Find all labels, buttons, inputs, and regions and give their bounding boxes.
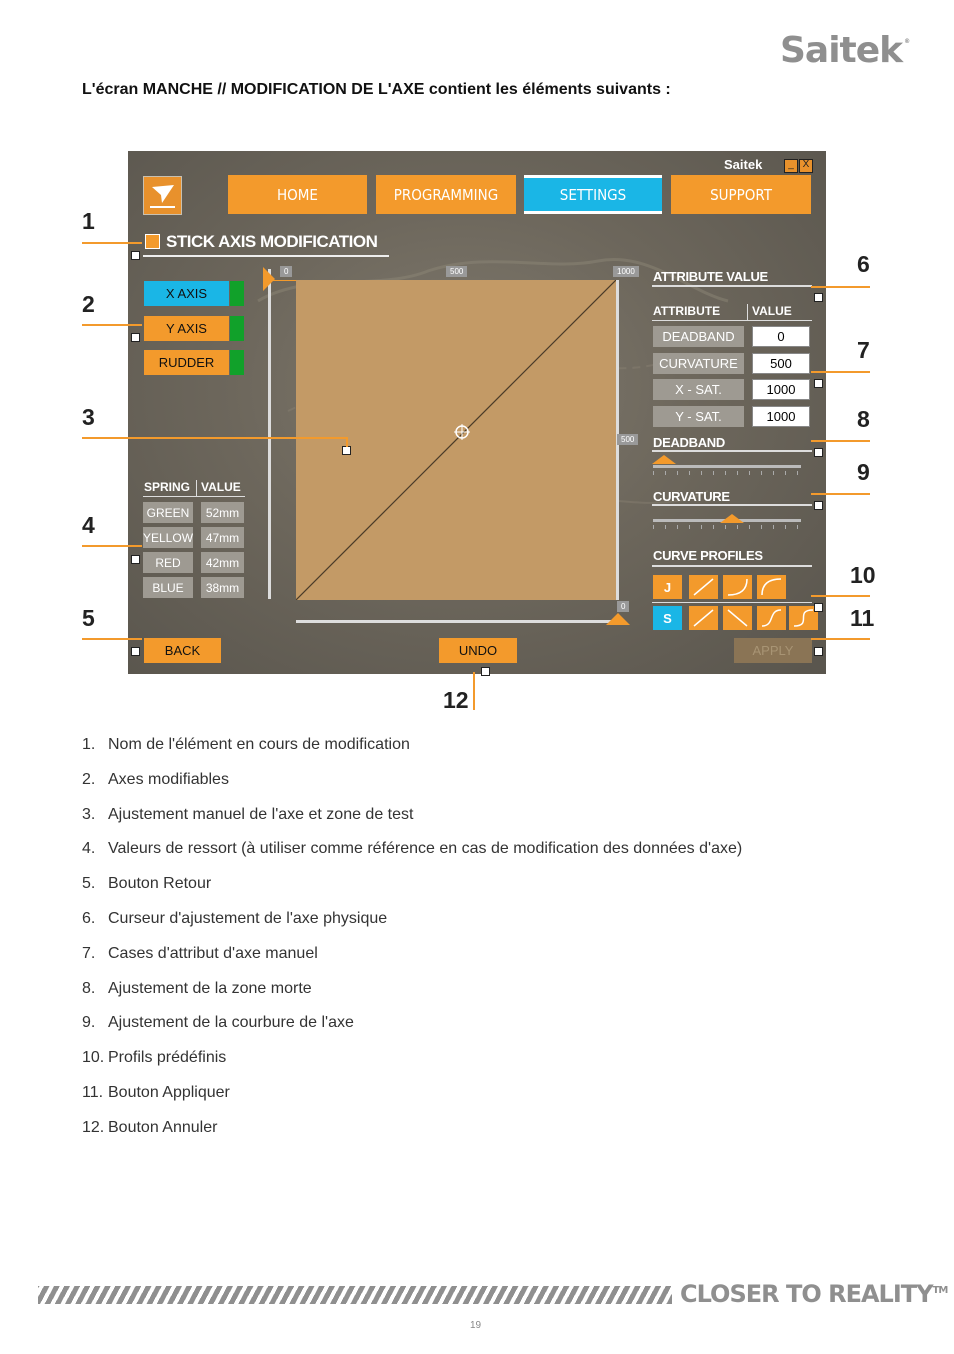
callout-line-10 [811,595,870,597]
callout-5: 5 [82,605,95,631]
spring-blue-label: BLUE [143,577,193,598]
footer-tagline: CLOSER TO REALITY™ [680,1280,948,1308]
spring-red-value: 42mm [201,552,244,573]
profile-linear-s-icon[interactable] [689,606,718,630]
y-sat-value-field[interactable]: 1000 [752,406,810,427]
spring-yellow-label: YELLOW [143,527,193,548]
callout-7: 7 [857,337,870,363]
profile-inverse-icon[interactable] [723,606,752,630]
horizontal-axis-slider[interactable] [296,620,621,623]
spring-yellow-value: 47mm [201,527,244,548]
nav-support[interactable]: SUPPORT [671,175,811,214]
callout-10: 10 [850,562,876,588]
list-item: 11. Bouton Appliquer [82,1083,230,1101]
spring-underline [143,496,245,497]
callout-4: 4 [82,512,95,538]
list-item: 5. Bouton Retour [82,875,212,893]
list-item: 7. Cases d'attribut d'axe manuel [82,944,318,962]
deadband-slider-thumb[interactable] [652,455,676,464]
arrow-icon [145,234,160,249]
saitek-logo: Saitek ® [780,30,910,71]
callout-handle-2 [131,333,140,342]
back-button[interactable]: BACK [144,638,221,663]
callout-handle-8 [814,448,823,457]
x-axis-indicator [230,281,244,306]
apply-button[interactable]: APPLY [734,638,812,663]
y-axis-button[interactable]: Y AXIS [144,316,229,341]
attribute-header-underline [652,320,812,321]
spring-blue-value: 38mm [201,577,244,598]
x-axis-button[interactable]: X AXIS [144,281,229,306]
app-screenshot [128,151,826,674]
callout-3: 3 [82,404,95,430]
callout-handle-6 [814,293,823,302]
callout-line-4 [82,545,142,547]
profile-j-button[interactable]: J [653,575,682,599]
tick-right-500: 500 [617,434,638,445]
callout-11: 11 [850,605,875,631]
nav-settings[interactable]: SETTINGS [524,175,662,214]
spring-green-label: GREEN [143,502,193,523]
title-underline [143,255,389,257]
curve-profiles-underline [652,565,812,567]
y-sat-attribute-label: Y - SAT. [653,406,744,427]
tick-top-0: 0 [280,266,292,277]
callout-line-3-drop [346,437,348,447]
callout-handle-12 [481,667,490,676]
deadband-value-field[interactable]: 0 [752,326,810,347]
spring-value-header: VALUE [201,480,241,494]
callout-handle-9 [814,501,823,510]
deadband-ticks [653,471,801,475]
list-item: 4. Valeurs de ressort (à utiliser comme référence en cas de modification des données d'axe) [82,840,743,858]
callout-line-5 [82,638,142,640]
curvature-slider-label: CURVATURE [653,489,730,504]
undo-button[interactable]: UNDO [439,638,517,663]
callout-line-6 [811,286,870,288]
curvature-ticks [653,525,801,529]
pro-flight-logo-icon [143,176,182,215]
list-item: 10. Profils prédéfinis [82,1049,227,1067]
callout-handle-4 [131,555,140,564]
curve-profiles-title: CURVE PROFILES [653,548,763,563]
spring-header: SPRING [144,480,191,494]
section-title: STICK AXIS MODIFICATION [166,232,378,251]
curvature-slider-thumb[interactable] [720,514,744,523]
profile-s-button[interactable]: S [653,606,682,630]
list-item: 6. Curseur d'ajustement de l'axe physique [82,909,388,927]
close-button[interactable]: X [799,159,813,173]
callout-line-8 [811,440,870,442]
deadband-attribute-label: DEADBAND [653,326,744,347]
profile-concave-icon[interactable] [757,575,786,599]
rudder-indicator [230,350,244,375]
spring-red-label: RED [143,552,193,573]
callout-line-7 [811,371,870,373]
callout-handle-5 [131,647,140,656]
tick-right-0: 0 [617,601,629,612]
callout-line-2 [82,324,142,326]
profile-s-curve-icon[interactable] [757,606,786,630]
x-sat-value-field[interactable]: 1000 [752,379,810,400]
callout-6: 6 [857,251,870,277]
nav-programming[interactable]: PROGRAMMING [376,175,516,214]
rudder-button[interactable]: RUDDER [144,350,229,375]
callout-handle-7 [814,379,823,388]
list-item: 12. Bouton Annuler [82,1118,218,1136]
nav-home[interactable]: HOME [228,175,367,214]
callout-9: 9 [857,459,870,485]
list-item: 9. Ajustement de la courbure de l'axe [82,1014,354,1032]
callout-1: 1 [82,208,95,234]
spring-green-value: 52mm [201,502,244,523]
callout-handle-3 [342,446,351,455]
callout-line-12 [473,672,475,710]
callout-2: 2 [82,291,95,317]
callout-handle-1 [131,251,140,260]
horizontal-slider-thumb[interactable] [606,613,630,625]
attribute-column-header: ATTRIBUTE [653,304,721,318]
callout-line-9 [811,493,870,495]
value-column-header: VALUE [752,304,792,318]
attribute-title-underline [652,285,812,287]
tick-top-1000: 1000 [613,266,639,277]
callout-line-1 [82,242,142,244]
attribute-value-title: ATTRIBUTE VALUE [653,269,768,284]
callout-8: 8 [857,406,870,432]
profile-convex-icon[interactable] [723,575,752,599]
tick-top-500: 500 [446,266,467,277]
page-number: 19 [470,1320,482,1331]
footer-stripes [38,1286,672,1304]
deadband-underline [652,450,812,452]
list-item: 8. Ajustement de la zone morte [82,979,312,997]
spring-separator [196,480,197,496]
callout-line-11 [811,638,870,640]
deadband-slider[interactable] [653,465,801,468]
minimize-button[interactable]: _ [784,159,798,173]
vertical-slider-thumb[interactable] [263,267,275,291]
x-sat-attribute-label: X - SAT. [653,379,744,400]
curvature-underline [652,504,812,506]
curvature-value-field[interactable]: 500 [752,353,810,374]
curvature-attribute-label: CURVATURE [653,353,744,374]
callout-handle-11 [814,647,823,656]
list-item: 3. Ajustement manuel de l'axe et zone de test [82,805,414,823]
vertical-axis-slider[interactable] [268,269,271,599]
profile-row-divider [652,602,812,603]
deadband-slider-label: DEADBAND [653,435,725,450]
element-list [82,736,742,1154]
callout-handle-10 [814,603,823,612]
callout-12: 12 [443,687,469,713]
intro-heading: L'écran MANCHE // MODIFICATION DE L'AXE contient les éléments suivants : [82,81,671,98]
list-item: 1. Nom de l'élément en cours de modification [82,736,410,753]
y-axis-indicator [230,316,244,341]
window-brand: Saitek [724,157,763,172]
callout-line-3 [82,437,348,439]
attribute-column-separator [747,304,748,320]
profile-linear-icon[interactable] [689,575,718,599]
test-zone[interactable] [296,280,616,600]
list-item: 2. Axes modifiables [82,770,229,788]
